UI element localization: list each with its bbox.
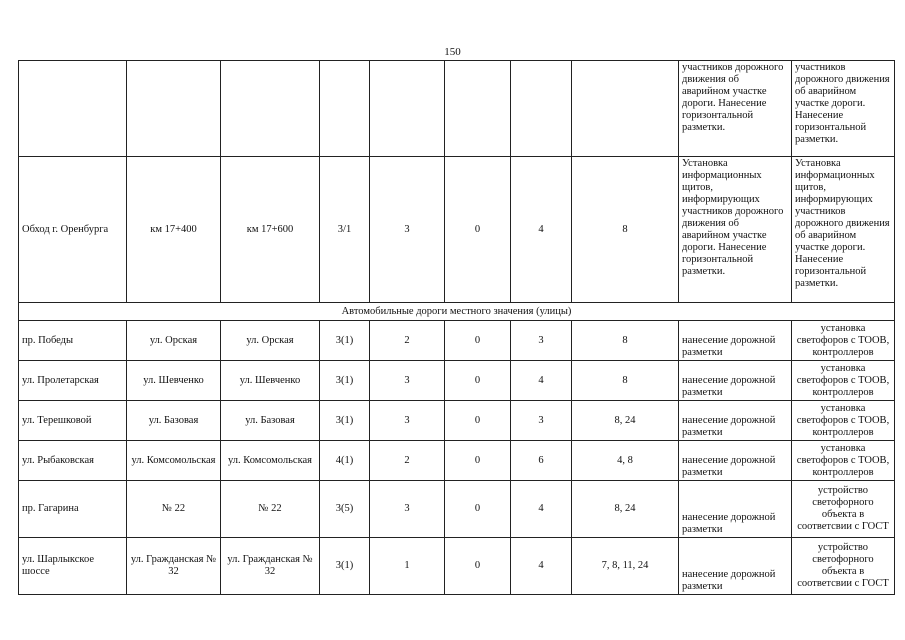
table-row (19, 361, 895, 401)
cell-c5 (370, 61, 445, 157)
measure-cell-1: участников дорожного движения об аварийном участке дороги. Нанесение горизонтальной разметки. (679, 61, 792, 157)
cell-c4 (320, 61, 370, 157)
measure-cell-1: нанесение дорожной разметки (679, 441, 792, 481)
cell-c7 (511, 61, 572, 157)
cell-c7: 3 (511, 321, 572, 361)
cell-c8: 8 (572, 321, 679, 361)
end-cell: ул. Шевченко (221, 361, 320, 401)
road-name-cell: ул. Терешковой (19, 401, 127, 441)
start-cell: ул. Гражданская № 32 (127, 538, 221, 595)
cell-c4: 3(1) (320, 401, 370, 441)
measure-cell-2: устройство светофорного объекта в соответсвии с ГОСТ (792, 538, 895, 595)
cell-c8: 8 (572, 361, 679, 401)
measure-cell-2: установка светофоров с ТООВ, контроллеров (792, 321, 895, 361)
cell-c6: 0 (445, 321, 511, 361)
cell-c6: 0 (445, 361, 511, 401)
cell-c5: 2 (370, 321, 445, 361)
section-header-row (19, 303, 895, 321)
road-name-cell: Обход г. Оренбурга (19, 157, 127, 303)
start-cell: № 22 (127, 481, 221, 538)
measure-cell-2: установка светофоров с ТООВ, контроллеров (792, 361, 895, 401)
cell-c6: 0 (445, 481, 511, 538)
section-title: Автомобильные дороги местного значения (улицы) (19, 303, 895, 321)
cell-c4: 4(1) (320, 441, 370, 481)
cell-c6: 0 (445, 401, 511, 441)
cell-c7: 4 (511, 157, 572, 303)
end-cell: № 22 (221, 481, 320, 538)
table-row (19, 538, 895, 595)
measure-cell-1: нанесение дорожной разметки (679, 481, 792, 538)
cell-c6: 0 (445, 538, 511, 595)
cell-c6: 0 (445, 441, 511, 481)
measure-cell-1: нанесение дорожной разметки (679, 361, 792, 401)
table-row (19, 481, 895, 538)
cell-c8: 4, 8 (572, 441, 679, 481)
road-name-cell: ул. Пролетарская (19, 361, 127, 401)
cell-c7: 4 (511, 538, 572, 595)
road-name-cell: пр. Гагарина (19, 481, 127, 538)
cell-c4: 3/1 (320, 157, 370, 303)
measure-cell-1: нанесение дорожной разметки (679, 321, 792, 361)
start-cell: ул. Шевченко (127, 361, 221, 401)
cell-c4: 3(5) (320, 481, 370, 538)
measure-cell-1: нанесение дорожной разметки (679, 538, 792, 595)
road-name-cell: ул. Шарлыкское шоссе (19, 538, 127, 595)
cell-c8: 7, 8, 11, 24 (572, 538, 679, 595)
cell-c8 (572, 61, 679, 157)
road-name-cell: ул. Рыбаковская (19, 441, 127, 481)
cell-c5: 3 (370, 401, 445, 441)
page-number: 150 (444, 46, 461, 58)
measure-cell-2: Установка информационных щитов, информирующих участников дорожного движения об аварийном участке дороги. Нанесение горизонтальной разметки. (792, 157, 895, 303)
cell-c7: 4 (511, 361, 572, 401)
measure-cell-2: установка светофоров с ТООВ, контроллеров (792, 441, 895, 481)
start-cell: ул. Орская (127, 321, 221, 361)
cell-c8: 8, 24 (572, 401, 679, 441)
cell-c8: 8 (572, 157, 679, 303)
end-cell: ул. Гражданская № 32 (221, 538, 320, 595)
table-row (19, 157, 895, 303)
cell-c7: 4 (511, 481, 572, 538)
end-cell: км 17+600 (221, 157, 320, 303)
cell-c8: 8, 24 (572, 481, 679, 538)
road-name-cell: пр. Победы (19, 321, 127, 361)
start-cell: ул. Базовая (127, 401, 221, 441)
roads-table (18, 60, 895, 595)
end-cell: ул. Комсомольская (221, 441, 320, 481)
cell-c4: 3(1) (320, 321, 370, 361)
start-cell (127, 61, 221, 157)
cell-c5: 3 (370, 361, 445, 401)
table-row (19, 61, 895, 157)
cell-c7: 6 (511, 441, 572, 481)
measure-cell-1: Установка информационных щитов, информирующих участников дорожного движения об аварийном участке дороги. Нанесение горизонтальной разметки. (679, 157, 792, 303)
end-cell (221, 61, 320, 157)
measure-cell-2: устройство светофорного объекта в соответсвии с ГОСТ (792, 481, 895, 538)
measure-cell-1: нанесение дорожной разметки (679, 401, 792, 441)
cell-c5: 2 (370, 441, 445, 481)
cell-c7: 3 (511, 401, 572, 441)
end-cell: ул. Базовая (221, 401, 320, 441)
start-cell: ул. Комсомольская (127, 441, 221, 481)
start-cell: км 17+400 (127, 157, 221, 303)
cell-c5: 3 (370, 157, 445, 303)
cell-c6 (445, 61, 511, 157)
cell-c5: 1 (370, 538, 445, 595)
table-row (19, 441, 895, 481)
table-row (19, 321, 895, 361)
end-cell: ул. Орская (221, 321, 320, 361)
cell-c4: 3(1) (320, 538, 370, 595)
road-name-cell (19, 61, 127, 157)
table-row (19, 401, 895, 441)
cell-c6: 0 (445, 157, 511, 303)
cell-c5: 3 (370, 481, 445, 538)
measure-cell-2: установка светофоров с ТООВ, контроллеров (792, 401, 895, 441)
cell-c4: 3(1) (320, 361, 370, 401)
measure-cell-2: участников дорожного движения об аварийном участке дороги. Нанесение горизонтальной разметки. (792, 61, 895, 157)
